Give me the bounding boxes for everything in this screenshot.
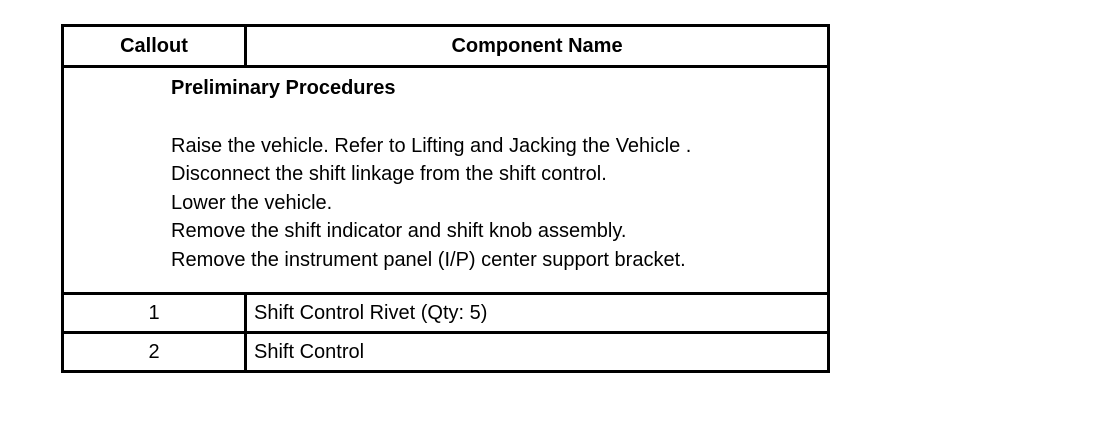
table-header-row [63,26,829,67]
preliminary-step: Remove the shift indicator and shift knob assembly. [171,220,627,243]
callout-number: 2 [63,333,246,372]
component-name: Shift Control [246,333,829,372]
preliminary-step: Disconnect the shift linkage from the shift control. [171,163,607,186]
preliminary-step: Raise the vehicle. Refer to Lifting and Jacking the Vehicle . [171,134,692,157]
component-name-column-header: Component Name [246,26,829,67]
procedure-table [61,24,830,373]
callout-column-header: Callout [63,26,246,67]
callout-number: 1 [63,294,246,333]
preliminary-procedures-row [63,67,829,294]
component-name: Shift Control Rivet (Qty: 5) [246,294,829,333]
table-row [63,294,829,333]
preliminary-step: Remove the instrument panel (I/P) center support bracket. [171,248,686,271]
preliminary-procedures-title: Preliminary Procedures [171,77,396,99]
preliminary-step: Lower the vehicle. [171,191,333,214]
table-row [63,333,829,372]
preliminary-procedures-cell [63,67,829,294]
